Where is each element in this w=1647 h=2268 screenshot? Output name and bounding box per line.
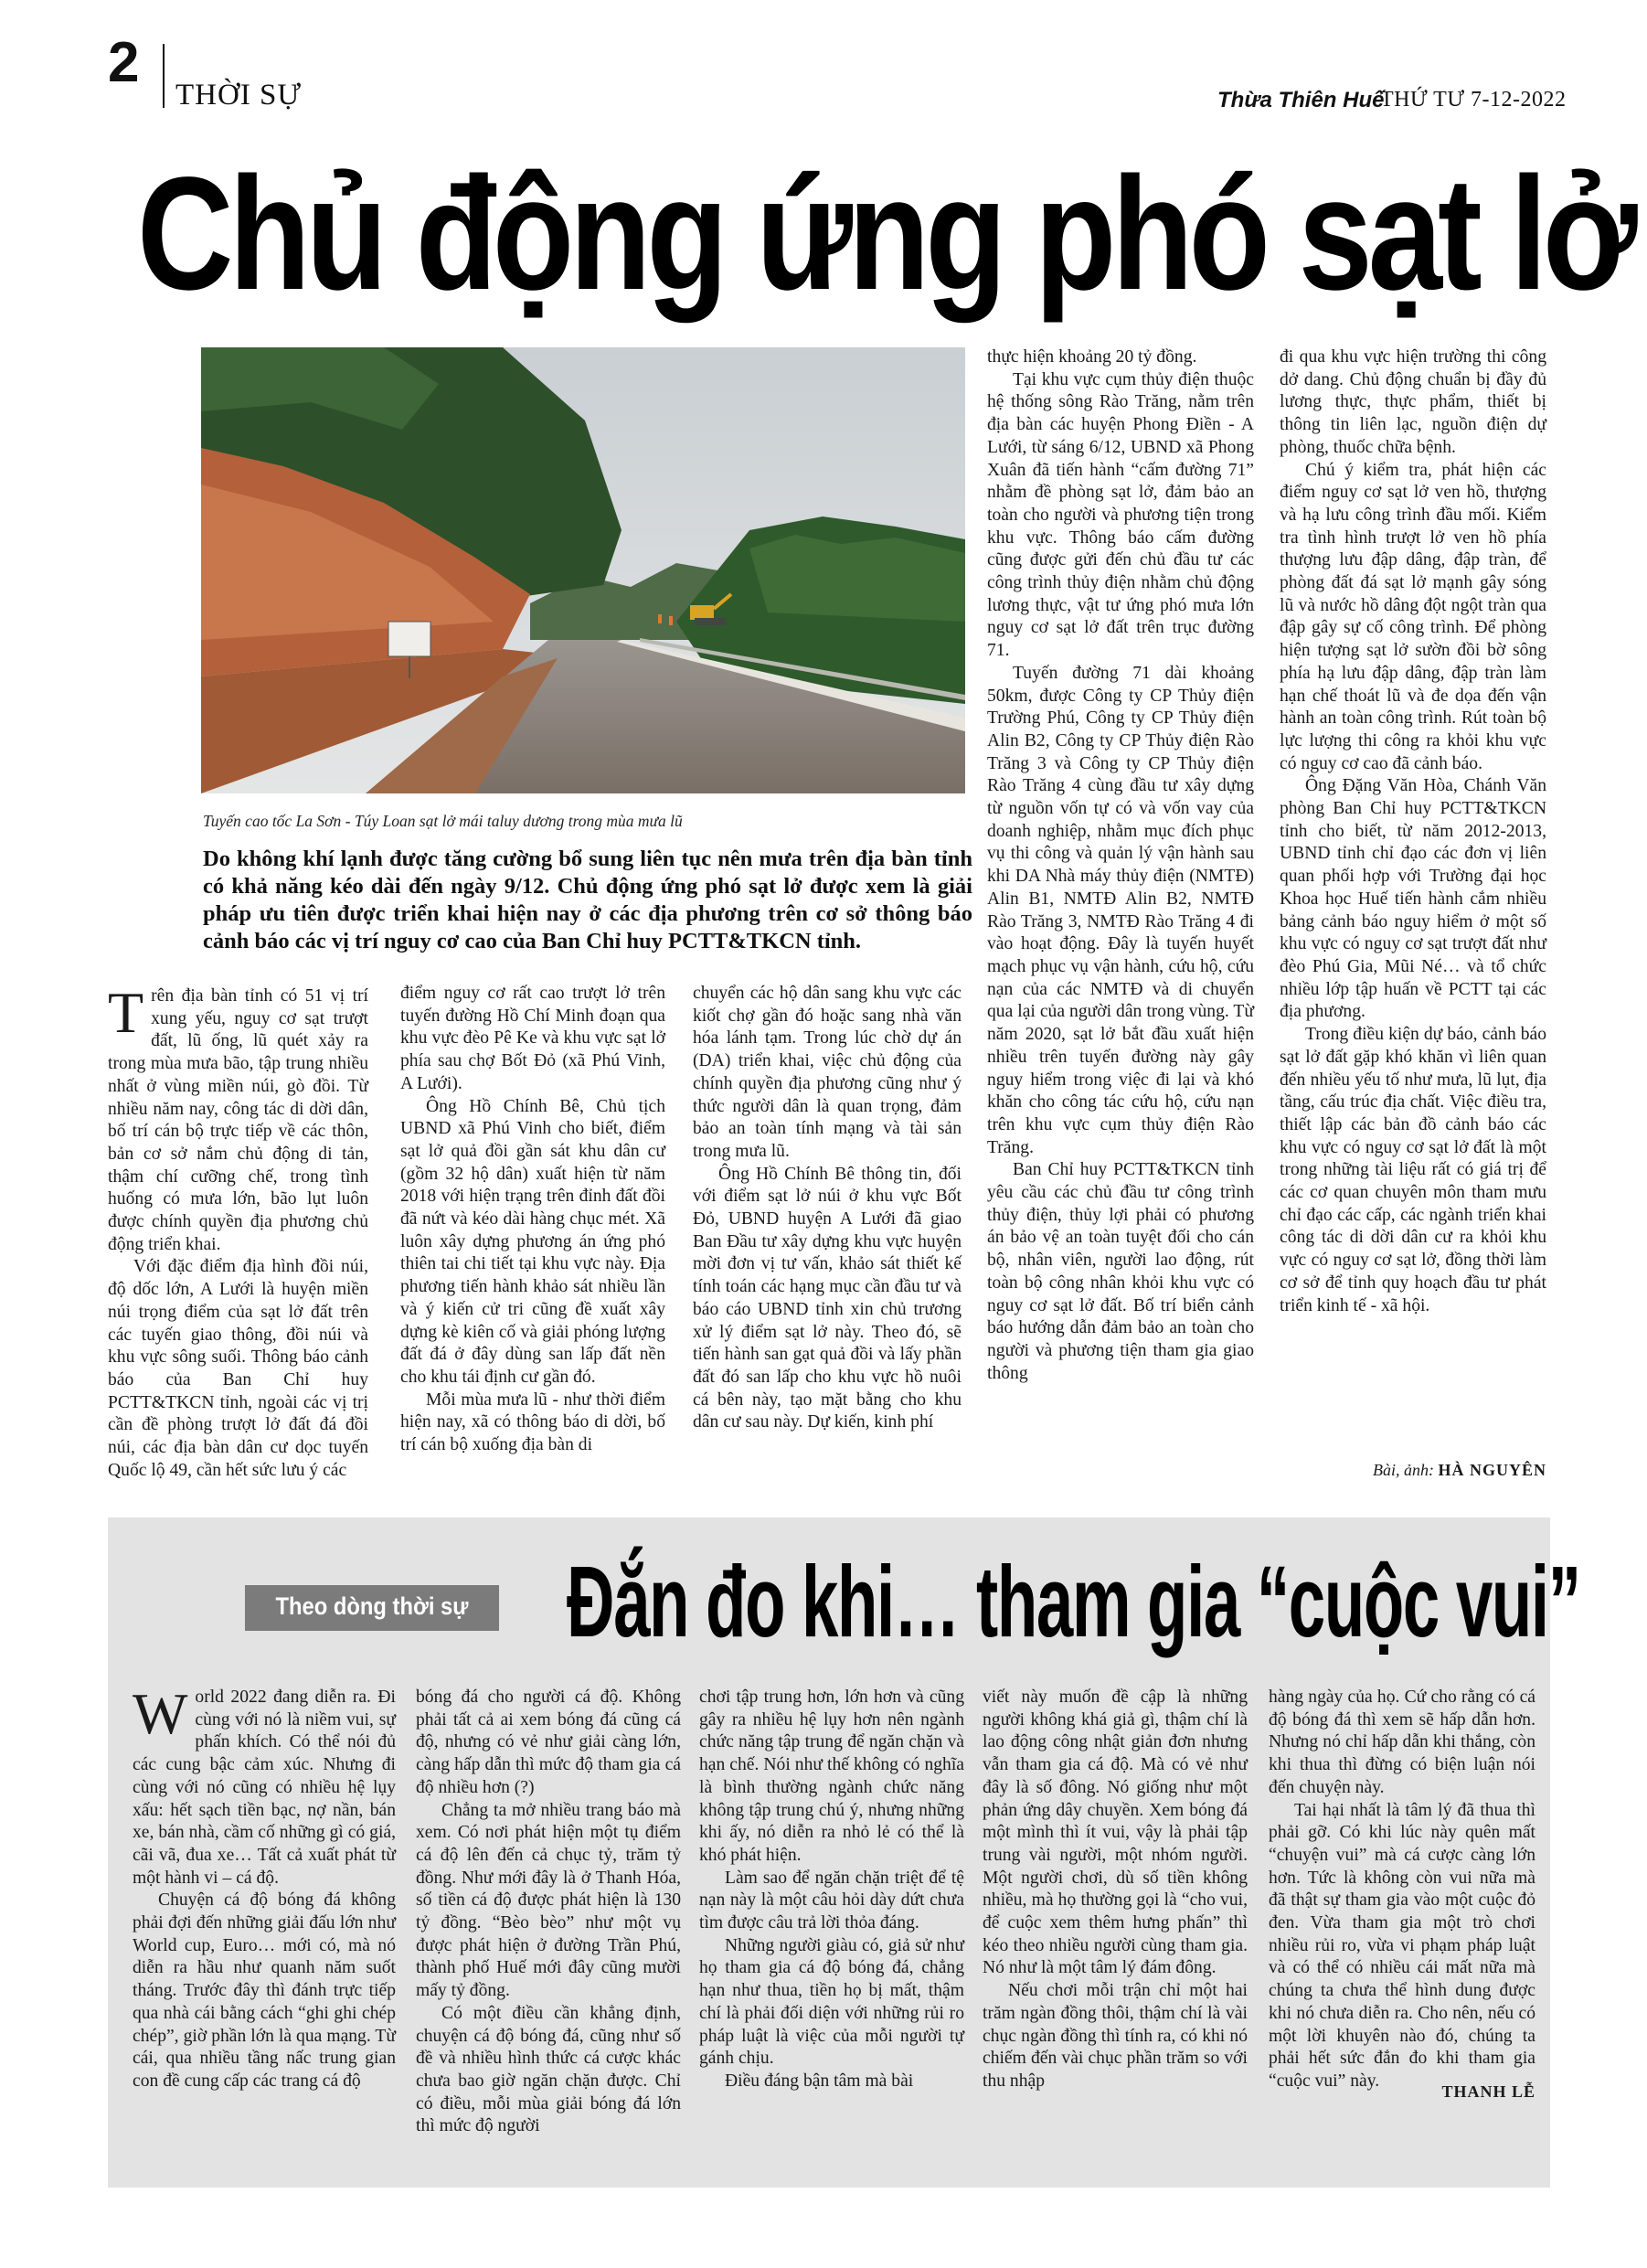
paragraph: viết này muốn đề cập là những người không khá giả gì, thậm chí là lao động công nhật giản đơn nhưng vẫn tham gia cá độ. Mà có vẻ như đây là số đông. Nó giống như một phản ứng dây chuyền. Xem bóng đá một mình thì ít vui, vậy là phải tập trung vài người, một nhóm người. Một người chơi, dù số tiền không nhiều, mà họ thường gọi là “cho vui, để cuộc xem thêm hưng phấn” thì kéo theo nhiều người cùng tham gia. Nó như là một tâm lý đám đông. bbox=[983, 1688, 1248, 1978]
paragraph: Chẳng ta mở nhiều trang báo mà xem. Có nơi phát hiện một tụ điểm cá độ lên đến cả chục tỷ, trăm tỷ đồng. Như mới đây là ở Thanh Hóa, số tiền cá độ được phát hiện là 130 tỷ đồng. “Bèo bèo” như một vụ được phát hiện ở đường Trần Phú, thành phố Huế mới đây cũng mười mấy tỷ đồng. bbox=[416, 1800, 681, 2001]
paragraph: Những người giàu có, giả sử như họ tham gia cá độ bóng đá, chẳng hạn như thua, tiền họ bị mất, thậm chí là phải đối diện với những rủi ro pháp luật là việc của mỗi người tự gánh chịu. bbox=[699, 1935, 964, 2069]
page-number: 2 bbox=[108, 31, 140, 94]
byline-author: HÀ NGUYÊN bbox=[1438, 1461, 1546, 1479]
kicker-label: Theo dòng thời sự bbox=[275, 1592, 469, 1620]
opinion-column-1 bbox=[133, 1681, 396, 2093]
article-headline: Chủ động ứng phó sạt lở bbox=[137, 144, 1633, 324]
opinion-column-4 bbox=[983, 1687, 1248, 2093]
paragraph: Ông Hồ Chính Bê thông tin, đối với điểm sạt lở núi ở khu vực Bốt Đỏ, UBND huyện A Lưới đã giao Ban Đầu tư xây dựng khu vực huyện mời đơn vị tư vấn, khảo sát thiết kế tính toán các hạng mục cần đầu tư và báo cáo UBND tỉnh xin chủ trương xử lý điểm sạt lở này. Theo đó, sẽ tiến hành san gạt quả đồi và lấy phần đất đó san lấp cho khu vực hồ nuôi cá bên này, tạo mặt bằng cho khu dân cư sau này. Dự kiến, kinh phí bbox=[693, 1164, 962, 1432]
landslide-photo bbox=[201, 347, 965, 793]
paragraph: điểm nguy cơ rất cao trượt lở trên tuyến đường Hồ Chí Minh đoạn qua khu vực đèo Pê Ke và khu vực sạt lở phía sau chợ Bốt Đỏ (xã Phú Vinh, A Lưới). bbox=[400, 984, 665, 1093]
kicker-badge bbox=[245, 1585, 499, 1631]
opinion-column-5 bbox=[1269, 1687, 1535, 2093]
paragraph: hàng ngày của họ. Cứ cho rằng có cá độ bóng đá thì xem sẽ hấp dẫn hơn. Nhưng nó chỉ hấp dẫn khi thắng, còn khi thua thì đừng có biện luận nói đến chuyện này. bbox=[1269, 1688, 1535, 1797]
article-column-4 bbox=[987, 346, 1254, 1385]
drop-cap: W bbox=[133, 1681, 188, 1746]
opinion-headline: Đắn đo khi… tham gia “cuộc vui” bbox=[567, 1546, 1580, 1658]
byline-label: Bài, ảnh: bbox=[1372, 1461, 1434, 1479]
article-column-2 bbox=[400, 983, 665, 1457]
paragraph: Mỗi mùa mưa lũ - như thời điểm hiện nay, xã có thông báo di dời, bố trí cán bộ xuống địa bàn di bbox=[400, 1390, 665, 1455]
paragraph: Với đặc điểm địa hình đồi núi, độ dốc lớn, A Lưới là huyện miền núi trọng điểm của sạt lở đất trên các tuyến giao thông, đồi núi và khu vực sông suối. Thông báo cảnh báo của Ban Chỉ huy PCTT&TKCN tỉnh, ngoài các vị trị cần đề phòng trượt lở đất đá đồi núi, các địa bàn dân cư dọc tuyến Quốc lộ 49, cần hết sức lưu ý các bbox=[108, 1257, 368, 1480]
paragraph: chuyển các hộ dân sang khu vực các kiốt chợ gần đó hoặc sang nhà văn hóa lánh tạm. Trong lúc chờ dự án (DA) triển khai, việc chủ động của chính quyền địa phương cũng như ý thức người dân là quan trọng, đảm bảo an toàn tính mạng và tài sản trong mưa lũ. bbox=[693, 984, 962, 1161]
paragraph: Tại khu vực cụm thủy điện thuộc hệ thống sông Rào Trăng, nằm trên địa bàn các huyện Phong Điền - A Lưới, từ sáng 6/12, UBND xã Phong Xuân đã tiến hành “cấm đường 71” nhằm đề phòng sạt lở, đảm bảo an toàn cho người và phương tiện trong khu vực. Thông báo cấm đường cũng được gửi đến chủ đầu tư các công trình thủy điện nhằm chủ động lương thực, vật tư ứng phó mưa lớn nguy cơ sạt lở đất trên trục đường 71. bbox=[987, 369, 1254, 661]
paragraph: Làm sao để ngăn chặn triệt để tệ nạn này là một câu hỏi dày dứt chưa tìm được câu trả lời thỏa đáng. bbox=[699, 1868, 964, 1933]
article-byline bbox=[1289, 1461, 1546, 1480]
paragraph: Chuyện cá độ bóng đá không phải đợi đến những giải đấu lớn như World cup, Euro… mới có, mà nó diễn ra hầu như quanh năm suốt tháng. Trước đây thì đánh trực tiếp qua nhà cái bằng cách “ghi ghi chép chép”, giờ phần lớn là qua mạng. Từ cái, qua nhiều tầng nấc trung gian con đề cung cấp các trang cá độ bbox=[133, 1890, 396, 2091]
paragraph: đi qua khu vực hiện trường thi công dở dang. Chủ động chuẩn bị đầy đủ lương thực, thực phẩm, thiết bị thông tin liên lạc, nguồn điện dự phòng, thuốc chữa bệnh. bbox=[1280, 347, 1546, 457]
newspaper-name: Thừa Thiên Huế bbox=[1217, 88, 1385, 112]
issue-date: THỨ TƯ 7-12-2022 bbox=[1380, 88, 1567, 112]
opinion-column-3 bbox=[699, 1687, 964, 2093]
paragraph: bóng đá cho người cá độ. Không phải tất cả ai xem bóng đá cũng cá độ, nhưng có vẻ như giải càng lớn, càng hấp dẫn thì mức độ tham gia cá độ nhiều hơn (?) bbox=[416, 1688, 681, 1797]
photo-caption: Tuyến cao tốc La Sơn - Túy Loan sạt lở mái taluy dương trong mùa mưa lũ bbox=[203, 812, 683, 830]
paragraph: Ông Đặng Văn Hòa, Chánh Văn phòng Ban Chỉ huy PCTT&TKCN tỉnh cho biết, từ năm 2012-2013, UBND tỉnh chỉ đạo các đơn vị liên quan phối hợp với Trường đại học Khoa học Huế tiến hành cắm nhiều bảng cảnh báo nguy hiểm ở một số khu vực có nguy cơ sạt trượt đất như đèo Phú Gia, Mũi Né… và tổ chức nhiều lớp tập huấn về PCTT tại các địa phương. bbox=[1280, 776, 1546, 1022]
paragraph: Chú ý kiểm tra, phát hiện các điểm nguy cơ sạt lở ven hồ, thượng và hạ lưu công trình đầu mối. Kiểm tra tình hình trượt lở ven hồ phía thượng lưu đập dâng, đập tràn, để phòng đất đá sạt lở mạnh gây sóng lũ và nước hồ dâng đột ngột tràn qua đập gây sự cố công trình. Để phòng hiện tượng sạt lở sườn đồi bờ sông phía hạ lưu đập dâng, đập tràn làm hạn chế thoát lũ và đe dọa đến vận hành an toàn công trình. Rút toàn bộ lực lượng thi công ra khỏi khu vực có nguy cơ cao đã cảnh báo. bbox=[1280, 460, 1546, 773]
paragraph: Trên địa bàn tỉnh có 51 vị trí xung yếu, nguy cơ sạt trượt đất, lũ ống, lũ quét xảy ra trong mùa mưa bão, tập trung nhiều nhất ở vùng miền núi, gò đồi. Từ nhiều năm nay, công tác di dời dân, bố trí cán bộ trực tiếp về các thôn, bản cơ sở nắm chủ động di tản, thậm chí cưỡng chế, trong tình huống có mưa lớn, bão lụt luôn được chính quyền địa phương chủ động triển khai. bbox=[108, 980, 368, 1254]
paragraph: Trong điều kiện dự báo, cảnh báo sạt lở đất gặp khó khăn vì liên quan đến nhiều yếu tố như mưa, lũ lụt, địa tầng, cấu trúc địa chất. Việc điều tra, thiết lập các bản đồ cảnh báo các khu vực có nguy cơ sạt lở đất là một trong những tài liệu rất có giá trị để các cơ quan chuyên môn tham mưu chỉ đạo các cấp, các ngành triển khai công tác di dời dân cư ra khỏi khu vực có nguy cơ sạt lở, đồng thời làm cơ sở để tỉnh quy hoạch đầu tư phát triển kinh tế - xã hội. bbox=[1280, 1025, 1546, 1315]
paragraph: Ông Hồ Chính Bê, Chủ tịch UBND xã Phú Vinh cho biết, điểm sạt lở quả đồi gần sát khu dân cư (gồm 32 hộ dân) xuất hiện từ năm 2018 với hiện trạng trên đỉnh đất đồi đã nứt và kéo dài hàng chục mét. Xã luôn xây dựng phương án ứng phó thiên tai chi tiết tại khu vực này. Địa phương tiến hành khảo sát nhiều lần và ý kiến cử tri cũng đề xuất xây dựng kè kiên cố và giải phóng lượng đất đá ở đây dùng san lấp đất nền cho khu tái định cư gần đó. bbox=[400, 1096, 665, 1387]
paragraph: chơi tập trung hơn, lớn hơn và cũng gây ra nhiều hệ lụy hơn nên ngành chức năng tập trung để ngăn chặn và hạn chế. Nói như thế không có nghĩa là bình thường ngành chức năng không tập trung chú ý, nhưng những khi ấy, nó diễn ra nhỏ lẻ có thể là khó phát hiện. bbox=[699, 1688, 964, 1865]
section-name: THỜI SỰ bbox=[175, 79, 303, 112]
paragraph: Ban Chỉ huy PCTT&TKCN tỉnh yêu cầu các chủ đầu tư công trình thủy điện, thủy lợi phải có phương án bảo vệ an toàn tuyệt đối cho cán bộ, nhân viên, người lao động, rút toàn bộ công nhân khỏi khu vực có nguy cơ sạt lở đất. Bố trí biển cảnh báo hướng dẫn đảm bảo an toàn cho người và phương tiện tham gia giao thông bbox=[987, 1160, 1254, 1383]
paragraph: Nếu chơi mỗi trận chỉ một hai trăm ngàn đồng thôi, thậm chí là vài chục ngàn đồng thì tính ra, có khi nó chiếm đến vài chục phần trăm so với thu nhập bbox=[983, 1981, 1248, 2091]
opinion-byline: THANH LỄ bbox=[1441, 2082, 1535, 2101]
paragraph: World 2022 đang diễn ra. Đi cùng với nó là niềm vui, sự phấn khích. Có thể nói đủ các cung bậc cảm xúc. Nhưng đi cùng với nó cũng có nhiều hệ lụy xấu: hết sạch tiền bạc, nợ nần, bán xe, bán nhà, cầm cố những gì có giá, cãi vã, đua xe… Tất cả xuất phát từ một hành vi – cá độ. bbox=[133, 1681, 396, 1888]
header-divider bbox=[163, 44, 165, 108]
article-column-5 bbox=[1280, 346, 1546, 1317]
paragraph: Điều đáng bận tâm mà bài bbox=[725, 2071, 914, 2091]
paragraph: thực hiện khoảng 20 tỷ đồng. bbox=[987, 347, 1197, 367]
article-column-1 bbox=[108, 980, 368, 1482]
article-column-3 bbox=[693, 983, 962, 1434]
article-lead: Do không khí lạnh được tăng cường bổ sung liên tục nên mưa trên địa bàn tỉnh có khả năng kéo dài đến ngày 9/12. Chủ động ứng phó sạt lở được xem là giải pháp ưu tiên được triển khai hiện nay ở các địa phương trên cơ sở thông báo cảnh báo các vị trí nguy cơ cao của Ban Chỉ huy PCTT&TKCN tỉnh. bbox=[203, 847, 972, 953]
paragraph: Tuyến đường 71 dài khoảng 50km, được Công ty CP Thủy điện Trường Phú, Công ty CP Thủy điện Alin B2, Công ty CP Thủy điện Rào Trăng 3 và Công ty CP Thủy điện Rào Trăng 4 cùng đầu tư xây dựng từ nguồn vốn tự có và vốn vay của doanh nghiệp, nhằm mục đích phục vụ thi công và quản lý vận hành sau khi DA Nhà máy thủy điện (NMTĐ) Alin B1, NMTĐ Alin B2, NMTĐ Rào Trăng 3, NMTĐ Rào Trăng 4 đi vào hoạt động. Đây là tuyến huyết mạch phục vụ vận hành, cứu hộ, cứu nạn của các NMTĐ và di chuyển qua lại của người dân trong vùng. Từ năm 2020, sạt lở bắt đầu xuất hiện nhiều trên tuyến đường này gây nguy hiểm trong việc đi lại và khó khăn cho công tác cứu hộ, cứu nạn trên khu vực cụm thủy điện Rào Trăng. bbox=[987, 663, 1254, 1157]
drop-cap: T bbox=[108, 980, 144, 1045]
paragraph: Tai hại nhất là tâm lý đã thua thì phải gỡ. Có khi lúc này quên mất “chuyện vui” mà cá cược càng lớn hơn. Tức là không còn vui nữa mà đã thật sự tham gia vào một cuộc đỏ đen. Vừa tham gia một trò chơi nhiều rủi ro, vừa vi phạm pháp luật và có thể có nhiều cái mất nữa mà chúng ta chưa thể hình dung được khi nó chưa diễn ra. Cho nên, nếu có một lời khuyên nào đó, chúng ta phải hết sức đắn đo khi tham gia “cuộc vui” này. bbox=[1269, 1800, 1535, 2091]
opinion-column-2 bbox=[416, 1687, 681, 2138]
paragraph: Có một điều cần khẳng định, chuyện cá độ bóng đá, cũng như số đề và nhiều hình thức cá cược khác chưa bao giờ ngăn chặn được. Chỉ có điều, mỗi mùa giải bóng đá lớn thì mức độ người bbox=[416, 2003, 681, 2136]
